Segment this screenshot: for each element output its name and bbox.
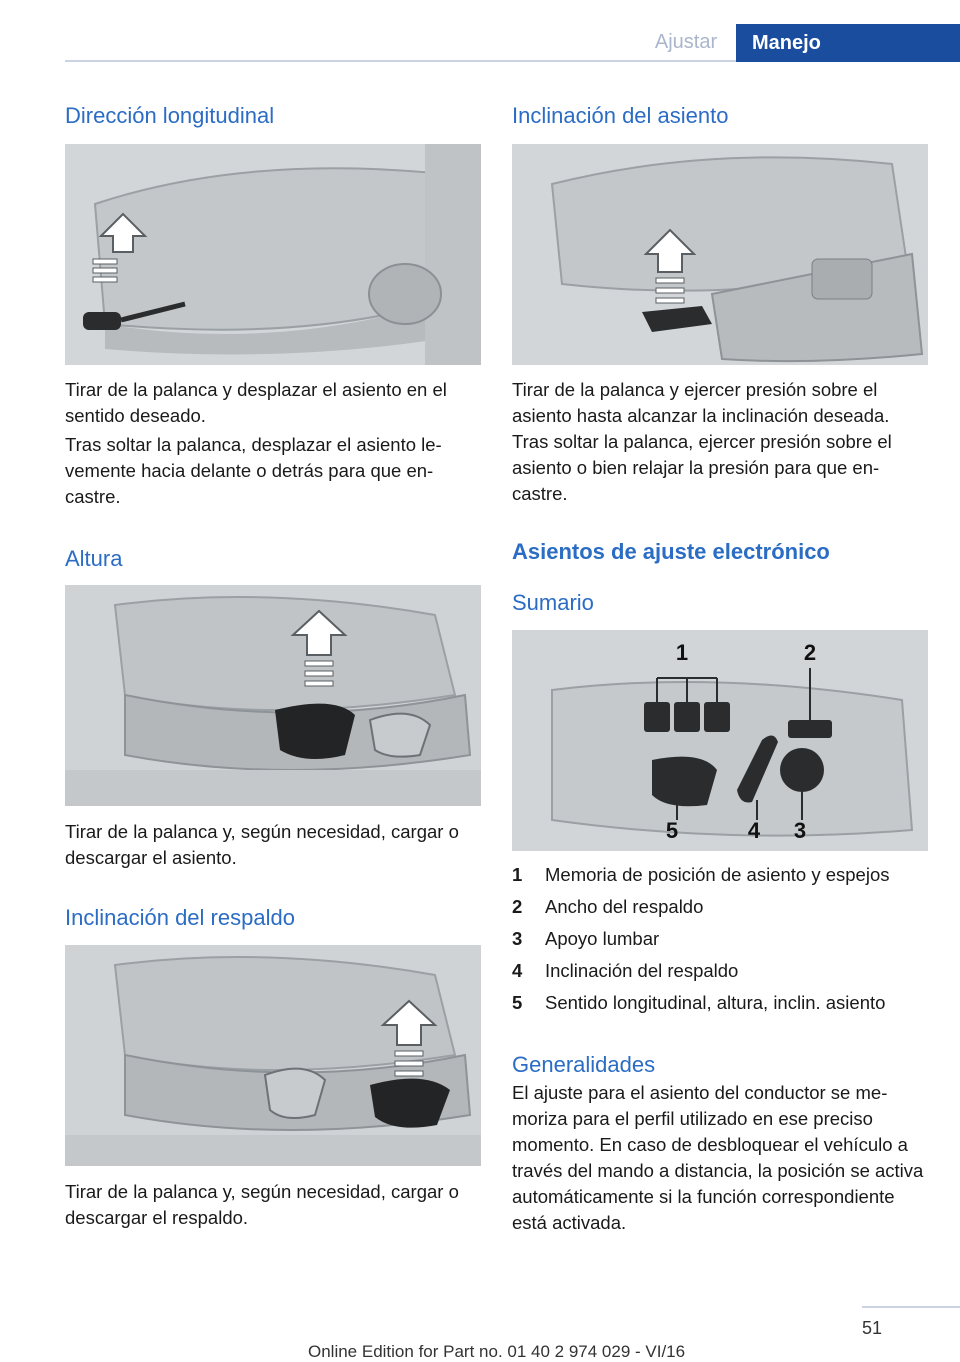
legend-item: [512, 859, 928, 891]
legend-list: [512, 859, 928, 1019]
legend-text: Memoria de posición de asiento y espejos: [545, 864, 890, 885]
heading-generalidades: Generalidades: [512, 1052, 656, 1077]
figure-label-4: 4: [747, 818, 761, 843]
legend-num: 5: [512, 992, 523, 1013]
figure-label-2: 2: [803, 640, 817, 665]
tab-manejo[interactable]: Manejo: [736, 24, 960, 62]
figure-seat-tilt: [512, 144, 928, 365]
heading-asientos-electronico: Asientos de ajuste electrónico: [512, 539, 830, 564]
tab-ajustar[interactable]: Ajustar: [654, 31, 718, 53]
heading-direccion-longitudinal: Dirección longitudinal: [65, 103, 275, 128]
legend-num: 4: [512, 960, 523, 981]
heading-inclinacion-respaldo: Inclinación del respaldo: [65, 905, 295, 930]
footer-rule: [862, 1306, 960, 1308]
legend-item: [512, 923, 928, 955]
figure-label-1: 1: [675, 640, 689, 665]
figure-seat-longitudinal: [65, 144, 481, 365]
legend-num: 1: [512, 864, 523, 885]
paragraph-inclinacion-asiento: Tirar de la palanca y ejercer presión sobre el asiento hasta alcanzar la inclinación deseada. Tras soltar la palanca, ejercer presión sobre el asiento o bien relajar la presión para que encastre.: [512, 379, 892, 504]
footer-edition: Online Edition for Part no. 01 40 2 974 029 - VI/16: [308, 1342, 686, 1361]
heading-inclinacion-asiento: Inclinación del asiento: [512, 103, 729, 128]
paragraph-longitudinal-1: Tirar de la palanca y desplazar el asiento en el sentido deseado.: [65, 379, 447, 426]
paragraph-generalidades: El ajuste para el asiento del conductor se memoriza para el perfil utilizado en ese preciso momento. En caso de desbloquear el vehículo a través del mando a distancia, la posición se activa automáticamente si la función correspondiente está activada.: [512, 1082, 924, 1233]
figure-label-3: 3: [793, 818, 807, 843]
legend-item: [512, 987, 928, 1019]
paragraph-altura: Tirar de la palanca y, según necesidad, cargar o descargar el asiento.: [65, 821, 459, 868]
legend-item: [512, 891, 928, 923]
page-number: 51: [862, 1318, 883, 1338]
figure-backrest-tilt: [65, 945, 481, 1166]
heading-altura: Altura: [65, 546, 123, 571]
legend-text: Sentido longitudinal, altura, inclin. asiento: [545, 992, 886, 1013]
paragraph-longitudinal-2: Tras soltar la palanca, desplazar el asiento levemente hacia delante o detrás para que encastre.: [65, 434, 442, 507]
figure-label-5: 5: [665, 818, 679, 843]
legend-num: 2: [512, 896, 523, 917]
paragraph-respaldo: Tirar de la palanca y, según necesidad, cargar o descargar el respaldo.: [65, 1181, 459, 1228]
legend-text: Apoyo lumbar: [545, 928, 660, 949]
legend-text: Ancho del respaldo: [545, 896, 704, 917]
legend-item: [512, 955, 928, 987]
figure-seat-height: [65, 585, 481, 806]
legend-num: 3: [512, 928, 523, 949]
legend-text: Inclinación del respaldo: [545, 960, 739, 981]
heading-sumario: Sumario: [512, 590, 594, 615]
figure-electric-controls: [512, 630, 928, 851]
